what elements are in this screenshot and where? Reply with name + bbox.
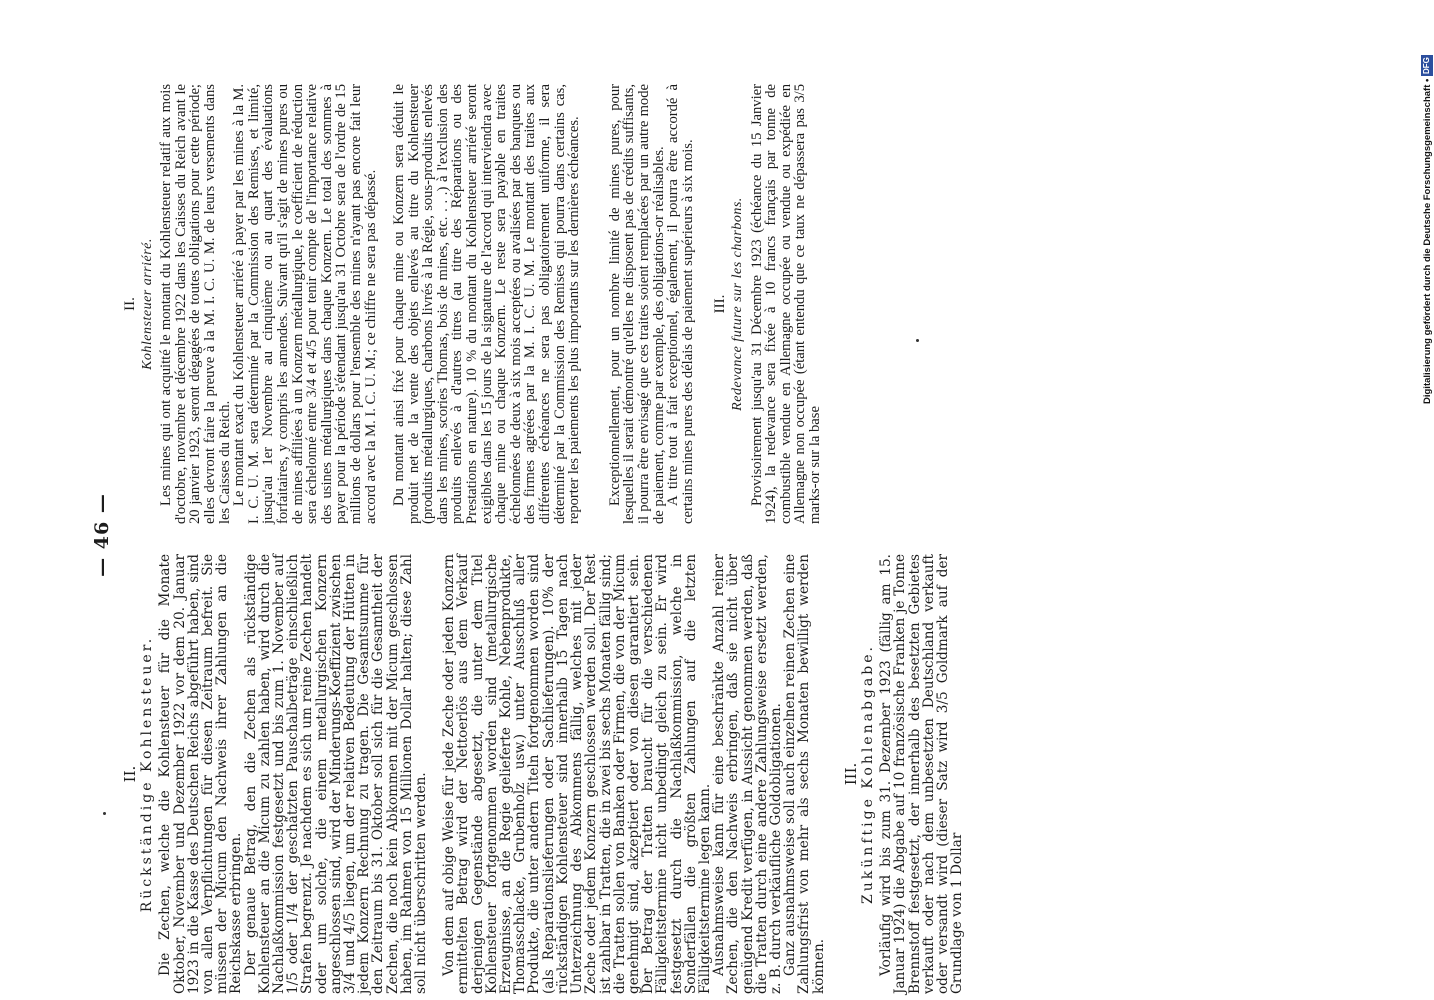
french-s2-paragraph-5: A titre tout à fait exceptionnel, également, il pourra être accordé à certains mines pures des délais de paiement supérieurs à six mois. <box>665 84 696 524</box>
scanned-page <box>87 70 1357 1000</box>
french-section-3-numeral: III. <box>712 294 729 314</box>
french-s2-paragraph-2: Le montant exact du Kohlensteuer arriéré à payer par les mines à la M. I. C. U. M. sera déterminé par la Commission des Remises, et limité, jusqu'au 1er Novembre au cinquième ou au quart des évaluations forfaitaires, y compris les amendes. Suivant qu'il s'agit de mines pures ou de mines affiliées à un Konzern métallurgique, le coefficient de réduction sera échelonné entre 3/4 et 4/5 pour tenir compte de l'importance relative des usines métallurgiques dans chaque Konzern. Le total des sommes à payer pour la période s'étendant jusqu'au 31 Octobre sera de l'ordre de 15 millions de dollars pour l'ensemble des mines n'ayant pas encore fait leur accord avec la M. I. C. U. M.; ce chiffre ne sera pas dépassé. <box>231 84 379 524</box>
german-s2-paragraph-4: Ausnahmsweise kann für eine beschränkte Anzahl reiner Zechen, die den Nachweis erbringen, daß sie nicht über genügend Kredit verfügen, in Aussicht genommen werden, daß die Tratten durch eine andere Zahlungsweise ersetzt werden, z. B. durch verkäufliche Goldobligationen. <box>711 554 784 994</box>
german-s3-paragraph-1: Vorläufig wird bis zum 31. Dezember 1923 (fällig am 15. Januar 1924) die Abgabe auf 10 französische Franken je Tonne Brennstoff festgesetzt, der innerhalb des besetzten Gebietes verkauft oder nach dem unbesetzten Deutschland verkauft oder versandt wird (dieser Satz wird 3/5 Goldmark auf der Grundlage von 1 Dollar <box>878 554 966 994</box>
scan-speck <box>916 339 919 342</box>
french-s2-paragraph-4: Exceptionnellement, pour un nombre limité de mines pures, pour lesquelles il serait démontré qu'elles ne disposent pas de crédits suffisants, il pourra être envisagé que ces traites soient remplacées par un autre mode de paiement, comme par exemple, des obligations-or réalisables. <box>606 84 667 524</box>
dfg-logo: DFG <box>1422 57 1432 75</box>
french-section-3-title: Redevance future sur les charbons. <box>729 197 745 411</box>
french-s2-paragraph-1: Les mines qui ont acquitté le montant du Kohlensteuer relatif aux mois d'octobre, novembre et décembre 1922 dans les Caisses du Reich avant le 20 janvier 1923, seront dégagées de toutes obligations pour cette période; elles devront faire la preuve à la M. I. C. U. M. de leurs versements dans les Caisses du Reich. <box>158 84 233 524</box>
german-s2-paragraph-5: Ganz ausnahmsweise soll auch einzelnen reinen Zechen eine Zahlungsfrist von mehr als sechs Monaten bewilligt werden können. <box>782 554 827 994</box>
french-s3-paragraph-1: Provisoirement jusqu'au 31 Décembre 1923 (échéance du 15 Janvier 1924), la redevance sera fixée à 10 francs français par tonne de combustible vendue en Allemagne occupée ou vendue ou expédiée en Allemagne non occupée (étant entendu que ce taux ne dépassera pas 3/5 marks-or sur la base <box>748 84 823 524</box>
french-section-2-title: Kohlensteuer arriéré. <box>139 238 155 370</box>
german-section-2-title: Rückständige Kohlensteuer. <box>139 635 156 913</box>
german-s2-paragraph-1: Die Zechen, welche die Kohlensteuer für die Monate Oktober, November und Dezember 1922 vor dem 20. Januar 1923 in die Kasse des Deutschen Reichs abgeführt haben, sind von allen Verpflichtungen für diesen Zeitraum befreit. Sie müssen der Micum den Nachweis ihrer Zahlungen an die Reichskasse erbringen. <box>157 554 245 994</box>
scan-speck <box>103 812 106 815</box>
german-column <box>105 554 964 994</box>
french-column <box>105 84 823 524</box>
german-s2-paragraph-2: Der genaue Betrag, den die Zechen als rückständige Kohlensteuer an die Micum zu zahlen haben, wird durch die Nachlaßkommission festgesetzt und bis zum 1. November auf 1/5 oder 1/4 der geschätzten Pauschalbeträge einschließlich Strafen begrenzt. Je nachdem es sich um reine Zechen handelt oder um solche, die einem metallurgischen Konzern angeschlossen sind, wird der Minderungs-Koeffizient zwischen 3/4 und 4/5 liegen, um der relativen Bedeutung der Hütten in jedem Konzern Rechnung zu tragen. Die Gesamtsumme für den Zeitraum bis 31. Oktober soll sich für die Gesamtheit der Zechen, die noch kein Abkommen mit der Micum geschlossen haben, im Rahmen von 15 Millionen Dollar halten; diese Zahl soll nicht überschritten werden. <box>242 554 430 994</box>
digitization-credit <box>1415 6 1434 404</box>
german-section-3-title: Zukünftige Kohlenabgabe. <box>859 644 876 904</box>
page-number: — 46 — <box>91 493 113 577</box>
credit-text: Digitalisierung gefördert durch die Deutsche Forschungsgemeinschaft • <box>1422 78 1433 404</box>
german-s2-paragraph-3: Von dem auf obige Weise für jede Zeche oder jeden Konzern ermittelten Betrag wird der Nettoerlös aus dem Verkauf derjenigen Gegenstände abgesetzt, die unter dem Titel Kohlensteuer fortgenommen worden sind (metallurgische Erzeugnisse, an die Regie gelieferte Kohle, Nebenprodukte, Thomasschlacke, Grubenholz usw.) unter Ausschluß aller Produkte, die unter andern Titeln fortgenommen worden sind (als Reparationslieferungen oder Sachlieferungen). 10% der rückständigen Kohlensteuer sind innerhalb 15 Tagen nach Unterzeichnung des Abkommens fällig, welches mit jeder Zeche oder jedem Konzern geschlossen werden soll. Der Rest ist zahlbar in Tratten, die in zwei bis sechs Monaten fällig sind; die Tratten sollen von Banken oder Firmen, die von der Micum genehmigt sind, akzeptiert oder von diesen garantiert sein. Der Betrag der Tratten braucht für die verschiedenen Fälligkeitstermine nicht unbedingt gleich zu sein. Er wird festgesetzt durch die Nachlaßkommission, welche in Sonderfällen die größten Zahlungen auf die letzten Fälligkeitstermine legen kann. <box>441 554 713 994</box>
german-section-2-numeral: II. <box>121 765 139 783</box>
french-section-2-numeral: II. <box>122 297 138 311</box>
german-section-3-numeral: III. <box>841 762 860 786</box>
french-s2-paragraph-3: Du montant ainsi fixé pour chaque mine ou Konzern sera déduit le produit net de la vente des objets enlevés au titre du Kohlensteuer (produits métallurgiques, charbons livrés à la Régie, sous-produits enlevés dans les mines, scories Thomas, bois de mines, etc. . . .) à l'exclusion des produits enlevés à d'autres titres (au titre des Réparations ou des Prestations en nature). 10 % du montant du Kohlensteuer arriéré seront exigibles dans les 15 jours de la signature de l'accord qui interviendra avec chaque mine ou chaque Konzern. Le reste sera payable en traites échelonnées de deux à six mois acceptées ou avalisées par des banques ou des firmes agréées par la M. I. C. U. M. Le montant des traites aux différentes échéances ne sera pas obligatoirement uniforme, il sera déterminé par la Commission des Remises qui pourra dans certains cas, reporter les paiements les plus importants sur les dernières échéances. <box>391 84 583 524</box>
